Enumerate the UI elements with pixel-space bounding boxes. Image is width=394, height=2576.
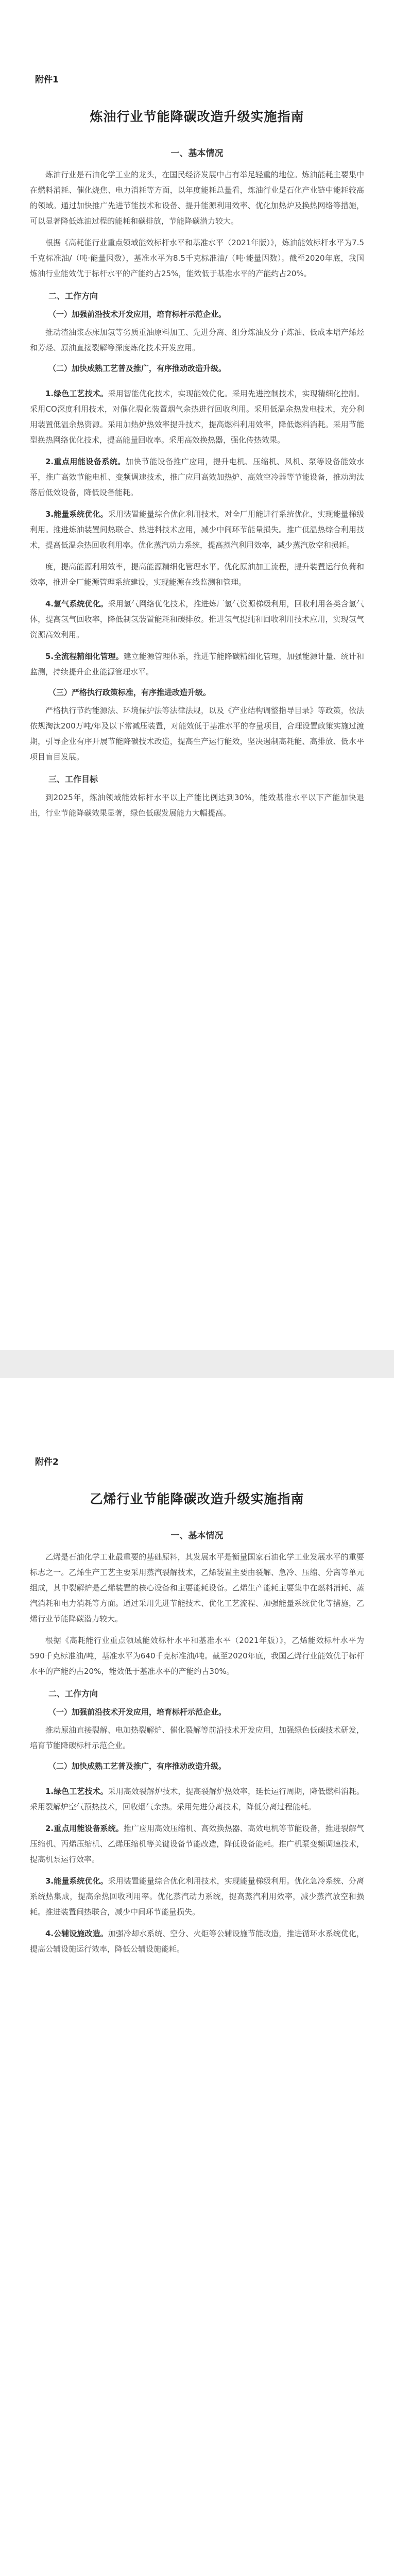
paragraph-text: 采用装置能量综合优化利用技术，对全厂用能进行系统优化，实现能量梯级利用。推进炼油装置间热联合、热进料技术应用，减少中间环节能量损失。推广低温热综合利用技术，提高低温余热回收利用率。优化蒸汽动力系统，提高蒸汽利用效率，减少蒸汽放空和损耗。: [30, 510, 364, 550]
paragraph-text: 推动渣油浆态床加氢等劣质重油原料加工、先进分离、组分炼油及分子炼油、低成本增产烯烃和芳烃、原油直接裂解等深度炼化技术开发应用。: [30, 328, 364, 352]
paragraph-text: 采用高效裂解炉技术，提高裂解炉热效率，延长运行周期，降低燃料消耗。采用裂解炉空气预热技术，回收烟气余热。采用先进分离技术，降低分离过程能耗。: [30, 1787, 364, 1811]
paragraph-lead: 4.公辅设施改造。: [45, 1929, 108, 1938]
body-paragraph: [30, 1784, 364, 1815]
body-paragraph: [30, 1926, 364, 1957]
paragraph-text: 推广应用高效压缩机、高效换热器、高效电机等节能设备，推进裂解气压缩机、丙烯压缩机、乙烯压缩机等关键设备节能改造，降低设备能耗。推广机泵变频调速技术，提高机泵运行效率。: [30, 1824, 364, 1864]
document-title: 炼油行业节能降碳改造升级实施指南: [90, 109, 304, 124]
body-paragraph: [30, 1549, 364, 1626]
paragraph-text: 根据《高耗能行业重点领域能效标杆水平和基准水平（2021年版）》，乙烯能效标杆水平为590千克标准油/吨，基准水平为640千克标准油/吨。截至2020年底，我国乙烯行业能效优于标杆水平的产能约占20%，能效低于基准水平的产能约占30%。: [30, 1636, 364, 1676]
attachment-label: 附件1: [35, 75, 59, 85]
paragraph-text: 乙烯是石油化学工业最重要的基础原料，其发展水平是衡量国家石油化学工业发展水平的重要标志之一。乙烯生产工艺主要采用蒸汽裂解技术，乙烯装置主要由裂解、急冷、压缩、分离等单元组成，其中裂解炉是乙烯装置的核心设备和主要能耗设备。乙烯生产能耗主要集中在燃料消耗、蒸汽消耗和电力消耗等方面。通过采用先进节能技术、优化工艺流程、加强能量系统优化等措施，乙烯行业节能降碳潜力较大。: [30, 1552, 364, 1623]
clause-heading: （一）加强前沿技术开发应用，培育标杆示范企业。: [48, 1707, 227, 1717]
paragraph-lead: 5.全流程精细化管理。: [45, 652, 124, 661]
document-title: 乙烯行业节能降碳改造升级实施指南: [90, 1492, 304, 1506]
body-paragraph: [30, 1821, 364, 1867]
body-paragraph: [30, 1722, 364, 1753]
paragraph-lead: 4.氢气系统优化。: [45, 599, 108, 608]
paragraph-text: 建立能源管理体系，推进节能降碳精细化管理，加强能源计量、统计和监测，持续提升企业能源管理水平。: [30, 652, 364, 676]
document-body: [30, 146, 364, 821]
body-paragraph: [30, 325, 364, 355]
body-paragraph: [30, 596, 364, 642]
paragraph-text: 度，提高能源利用效率，提高能源精细化管理水平。优化原油加工流程，提升装置运行负荷和效率，推进全厂能源管理系统建设，实现能源在线监测和管理。: [30, 562, 364, 587]
paragraph-text: 根据《高耗能行业重点领域能效标杆水平和基准水平（2021年版）》，炼油能效标杆水平为7.5千克标准油/（吨·能量因数），基准水平为8.5千克标准油/（吨·能量因数）。截至2020年底，我国炼油行业能效优于标杆水平的产能约占25%，能效低于基准水平的产能约占20%。: [30, 238, 364, 278]
body-paragraph: [30, 790, 364, 821]
subsection-heading: 二、工作方向: [48, 1689, 98, 1699]
body-paragraph: [30, 703, 364, 765]
paragraph-text: 炼油行业是石油化学工业的龙头，在国民经济发展中占有举足轻重的地位。炼油能耗主要集中在燃料消耗、催化烧焦、电力消耗等方面，以年度能耗总量看，炼油行业是石化产业链中能耗较高的领域。通过加快推广先进节能技术和设备、提升能源利用效率、优化加热炉及换热网络等措施，可以显著降低炼油过程的能耗和碳排放，节能降碳潜力较大。: [30, 170, 364, 226]
body-paragraph: [30, 1873, 364, 1920]
subsection-heading: 二、工作方向: [48, 291, 98, 301]
document-page-2: [0, 1378, 394, 2576]
document-body: [30, 1528, 364, 1957]
body-paragraph: [30, 386, 364, 448]
paragraph-text: 推动原油直接裂解、电加热裂解炉、催化裂解等前沿技术开发应用，加强绿色低碳技术研发，培育节能降碳标杆示范企业。: [30, 1725, 364, 1750]
paragraph-lead: 1.绿色工艺技术。: [45, 1787, 108, 1796]
subsection-heading: 三、工作目标: [48, 774, 98, 784]
section-heading: 一、基本情况: [170, 148, 224, 159]
paragraph-text: 加强冷却水系统、空分、火炬等公辅设施节能改造，推进循环水系统优化，提高公辅设施运行效率，降低公辅设施能耗。: [30, 1929, 364, 1954]
paragraph-text: 采用智能优化技术，实现能效优化。采用先进控制技术，实现精细化控制。采用CO深度利用技术，对催化裂化装置烟气余热进行回收利用。采用低温余热发电技术，充分利用装置低温余热资源。采用加热炉热效率提升技术，提高燃料利用效率，降低燃料消耗。采用节能型换热网络优化技术，提高能量回收率。采用高效换热器，强化传热效果。: [30, 389, 364, 445]
body-paragraph: [30, 649, 364, 680]
body-paragraph: [30, 506, 364, 553]
body-paragraph: [30, 454, 364, 500]
paragraph-text: 到2025年，炼油领域能效标杆水平以上产能比例达到30%，能效基准水平以下产能加快退出，行业节能降碳效果显著，绿色低碳发展能力大幅提高。: [30, 793, 364, 818]
paragraph-text: 采用装置能量综合优化利用技术，实现能量梯级利用。优化急冷系统、分离系统热集成，提高余热回收利用率。优化蒸汽动力系统，提高蒸汽利用效率，减少蒸汽放空和损耗。推进装置间热联合，减少中间环节能量损失。: [30, 1876, 364, 1917]
paragraph-lead: 2.重点用能设备系统。: [45, 457, 126, 466]
paragraph-spacer: [30, 1776, 364, 1784]
attachment-label: 附件2: [35, 1457, 59, 1467]
body-paragraph: [30, 559, 364, 590]
body-paragraph: [30, 1633, 364, 1679]
clause-heading: （二）加快成熟工艺普及推广，有序推动改造升级。: [48, 364, 227, 373]
paragraph-lead: 3.能量系统优化。: [45, 1876, 108, 1886]
body-paragraph: [30, 235, 364, 281]
paragraph-text: 严格执行节约能源法、环境保护法等法律法规，以及《产业结构调整指导目录》等政策，依法依规淘汰200万吨/年及以下常减压装置，对能效低于基准水平的存量项目，合理设置政策实施过渡期，引导企业有序开展节能降碳技术改造，提高生产运行能效，坚决遏制高耗能、高排放、低水平项目盲目发展。: [30, 706, 364, 761]
page-gap: [0, 1350, 394, 1378]
paragraph-lead: 2.重点用能设备系统。: [45, 1824, 124, 1833]
paragraph-text: 采用氢气网络优化技术，推进炼厂氢气资源梯级利用，回收利用各类含氢气体，提高氢气回收率，降低制氢装置能耗和碳排放。推进氢气提纯和回收利用技术应用，实现氢气资源高效利用。: [30, 599, 364, 639]
section-heading: 一、基本情况: [170, 1531, 224, 1541]
paragraph-lead: 1.绿色工艺技术。: [45, 389, 108, 398]
body-paragraph: [30, 167, 364, 229]
clause-heading: （三）严格执行政策标准，有序推进改造升级。: [48, 688, 211, 697]
paragraph-spacer: [30, 379, 364, 386]
clause-heading: （二）加快成熟工艺普及推广，有序推动改造升级。: [48, 1761, 227, 1771]
paragraph-lead: 3.能量系统优化。: [45, 510, 108, 519]
clause-heading: （一）加强前沿技术开发应用，培育标杆示范企业。: [48, 310, 227, 319]
paragraph-text: 加快节能设备推广应用，提升电机、压缩机、风机、泵等设备能效水平，推广高效节能电机、变频调速技术，推广应用高效加热炉、高效空冷器等节能设备，推动淘汰落后低效设备，降低设备能耗。: [30, 457, 364, 497]
